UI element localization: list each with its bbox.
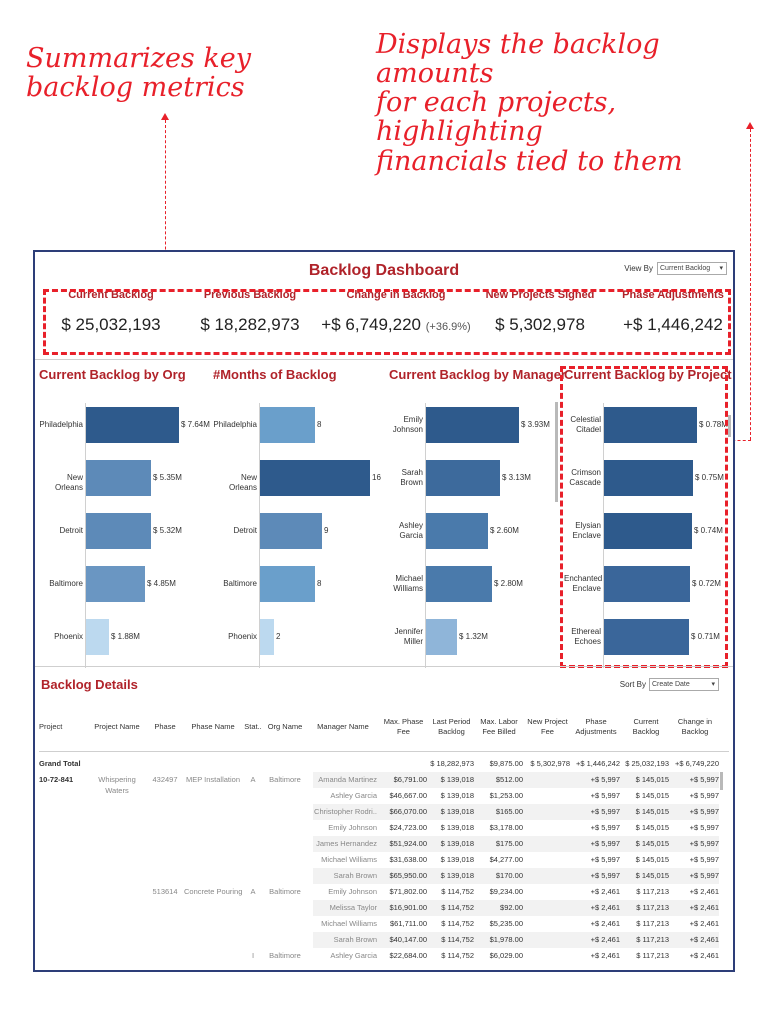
table-cell: $5,235.00 [489,919,523,928]
bar[interactable] [86,566,145,602]
table-cell: $ 145,015 [635,775,669,784]
table-cell: $512.00 [495,775,523,784]
table-cell: $ 145,015 [635,839,669,848]
column-header: Current Backlog [632,717,660,737]
table-cell: +$ 5,997 [689,871,719,880]
bar-category-label: New Orleans [54,472,83,493]
bar-category-label: Detroit [59,525,83,535]
table-cell: +$ 2,461 [590,935,620,944]
view-by-label: View By [624,264,653,273]
table-cell: $61,711.00 [390,919,427,928]
table-cell: $ 145,015 [635,823,669,832]
table-cell: Sarah Brown [333,871,377,880]
table-cell: $ 145,015 [635,807,669,816]
annotation-connector [750,129,751,440]
bar-value-label: $ 1.32M [459,632,488,641]
bar[interactable] [426,513,488,549]
table-cell: $ 139,018 [440,839,474,848]
bar-value-label: $ 0.78M [699,420,728,429]
chart-title: Current Backlog by Manager [389,367,566,382]
bar-value-label: 9 [324,526,329,535]
table-cell: +$ 2,461 [590,887,620,896]
table-cell: Ashley Garcia [330,791,377,800]
kpi-label: Previous Backlog [203,289,297,301]
bar-value-label: $ 0.74M [694,526,723,535]
sort-by-control [620,678,719,691]
table-cell: +$ 5,997 [590,855,620,864]
table-cell: $ 139,018 [440,823,474,832]
sort-by-select[interactable] [649,678,719,691]
table-cell: $24,723.00 [389,823,427,832]
annotation-line: Summarizes key [26,43,251,74]
table-cell: +$ 5,997 [689,855,719,864]
bar-category-label: Phoenix [54,631,83,641]
kpi-label: New Projects Signed [485,289,595,301]
table-cell: +$ 5,997 [689,775,719,784]
table-cell: $1,253.00 [489,791,523,800]
table-cell: $6,791.00 [393,775,427,784]
table-cell: $31,638.00 [389,855,427,864]
grand-total-value: $9,875.00 [489,759,523,768]
view-by-control [624,262,727,275]
chart-title: Current Backlog by Project [564,367,732,382]
table-cell: $ 139,018 [440,775,474,784]
annotation-line: backlog metrics [26,72,245,104]
table-cell: $ 145,015 [635,855,669,864]
bar-value-label: $ 5.32M [153,526,182,535]
chart-months-of-backlog [213,367,383,657]
bar-category-label: Enchanted Enclave [564,573,603,593]
column-header: Project [39,722,63,731]
table-cell: $ 117,213 [636,951,669,960]
bar-category-label: Michael Williams [393,573,423,593]
bar-value-label: 16 [372,473,381,482]
grand-total-value: $ 25,032,193 [625,759,669,768]
column-header: Manager Name [317,722,369,731]
bar[interactable] [426,460,500,496]
table-cell: $ 114,752 [441,919,474,928]
table-cell: $9,234.00 [489,887,523,896]
grand-total-value: $ 5,302,978 [530,759,570,768]
table-cell: Emily Johnson [328,887,377,896]
annotation-line: for each projects, highlighting [376,87,617,148]
table-cell: +$ 2,461 [590,919,620,928]
table-cell: MEP Installation [185,775,241,784]
chevron-down-icon: ▾ [711,681,715,688]
annotation-kpi-summary [26,44,251,102]
table-cell: +$ 5,997 [689,791,719,800]
table-cell: $16,901.00 [389,903,427,912]
table-scrollbar[interactable] [720,772,723,790]
table-cell: $46,667.00 [389,791,427,800]
column-header: Change in Backlog [677,717,713,737]
kpi-value: $ 18,282,973 [200,315,300,334]
table-cell: $4,277.00 [489,855,523,864]
bar-category-label: Philadelphia [213,419,257,429]
table-cell: A [250,775,256,784]
column-header: Stat.. [244,722,262,731]
chevron-down-icon: ▾ [719,265,723,272]
table-cell: $92.00 [500,903,523,912]
bar[interactable] [86,460,151,496]
arrow-up-icon [746,122,754,129]
bar-category-label: Baltimore [223,578,257,588]
bar[interactable] [86,619,109,655]
bar-category-label: Jennifer Miller [394,626,423,646]
bar-value-label: 8 [317,420,322,429]
table-cell: Baltimore [269,775,301,784]
view-by-select[interactable] [657,262,727,275]
kpi-value: $ 5,302,978 [495,315,585,334]
table-cell: $3,178.00 [489,823,523,832]
bar-value-label: $ 4.85M [147,579,176,588]
bar[interactable] [426,566,492,602]
table-cell: $ 139,018 [440,855,474,864]
bar-value-label: $ 0.75M [695,473,724,482]
table-cell: $6,029.00 [489,951,523,960]
table-cell: $ 139,018 [440,791,474,800]
table-cell: Ashley Garcia [330,951,377,960]
sort-by-label: Sort By [619,680,646,689]
bar-value-label: $ 5.35M [153,473,182,482]
table-cell: Michael Williams [321,919,377,928]
column-header: New Project Fee [527,717,568,737]
bar[interactable] [86,407,179,443]
chart-backlog-by-manager [389,367,566,657]
table-cell: $ 117,213 [636,903,669,912]
table-cell: Baltimore [269,951,301,960]
bar-value-label: $ 2.60M [490,526,519,535]
column-header: Org Name [267,722,303,731]
table-cell: Baltimore [269,887,301,896]
bar-category-label: Philadelphia [39,419,83,429]
table-cell: +$ 5,997 [590,823,620,832]
kpi-change-percent: (+36.9%) [425,321,471,333]
bar[interactable] [86,513,151,549]
table-cell: +$ 2,461 [590,951,620,960]
arrow-up-icon [161,113,169,120]
table-cell: $ 139,018 [440,807,474,816]
bar[interactable] [260,619,274,655]
table-cell: Concrete Pouring [184,887,243,896]
table-cell: $ 145,015 [635,871,669,880]
table-cell: $ 117,213 [636,935,669,944]
bar-category-label: Emily Johnson [392,414,423,434]
table-cell: +$ 2,461 [689,935,719,944]
table-cell: Sarah Brown [333,935,377,944]
bar-value-label: $ 3.13M [502,473,531,482]
table-cell: +$ 5,997 [689,823,719,832]
table-cell: +$ 2,461 [689,919,719,928]
bar-category-label: Crimson Cascade [569,467,601,487]
bar[interactable] [260,460,370,496]
table-cell: $71,802.00 [389,887,427,896]
table-cell: Melissa Taylor [329,903,377,912]
bar-value-label: 2 [276,632,281,641]
column-header: Phase Name [191,722,235,731]
chart-title: Current Backlog by Org [39,367,186,382]
kpi-label: Change in Backlog [346,289,446,301]
table-cell: $ 117,213 [636,887,669,896]
kpi-change-value: +$ 6,749,220 [321,315,422,334]
table-cell: Christopher Rodri.. [314,807,377,816]
annotation-line: financials tied to them [376,145,683,177]
bar-value-label: $ 1.88M [111,632,140,641]
table-cell: $65,950.00 [389,871,427,880]
column-header: Max. Phase Fee [383,717,424,737]
table-cell: $ 139,018 [440,871,474,880]
table-cell: $175.00 [495,839,523,848]
bar-category-label: Sarah Brown [400,467,423,487]
bar-category-label: Ashley Garcia [398,520,423,540]
bar-value-label: $ 7.64M [181,420,210,429]
chart-backlog-by-org [39,367,209,657]
table-cell: $165.00 [495,807,523,816]
table-cell: $ 145,015 [635,791,669,800]
bar-category-label: Ethereal Echoes [571,626,601,646]
column-header: Phase Adjustments [575,717,617,737]
bar[interactable] [260,566,315,602]
bar[interactable] [260,513,322,549]
column-header: Project Name [94,722,140,731]
kpi-highlight-box [43,289,731,355]
column-header: Phase [154,722,176,731]
table-cell: +$ 2,461 [590,903,620,912]
bar-value-label: $ 2.80M [494,579,523,588]
table-cell: $ 117,213 [636,919,669,928]
bar-value-label: $ 0.72M [692,579,721,588]
table-cell: $ 114,752 [441,887,474,896]
table-cell: +$ 5,997 [590,775,620,784]
table-cell: Amanda Martinez [318,775,377,784]
column-header: Last Period Backlog [432,717,471,737]
grand-total-label: Grand Total [39,759,81,768]
table-cell: 513614 [152,887,178,896]
table-cell: +$ 5,997 [590,839,620,848]
table-cell: A [250,887,256,896]
bar-category-label: Elysian Enclave [572,520,601,540]
bar-category-label: Phoenix [228,631,257,641]
kpi-label: Phase Adjustments [622,289,724,301]
annotation-line: Displays the backlog amounts [376,29,660,90]
sort-by-value: Create Date [652,681,690,688]
table-cell: +$ 2,461 [689,887,719,896]
bar[interactable] [426,619,457,655]
kpi-label: Current Backlog [68,289,154,301]
view-by-value: Current Backlog [660,265,711,272]
bar-category-label: Detroit [233,525,257,535]
kpi-value: $ 25,032,193 [61,315,161,334]
grand-total-value: $ 18,282,973 [430,759,474,768]
table-cell: $170.00 [495,871,523,880]
kpi-value: +$ 1,446,242 [623,315,723,334]
table-cell: 10-72-841 [39,775,74,784]
bar-category-label: Baltimore [49,578,83,588]
bar-category-label: Celestial Citadel [570,414,601,434]
backlog-dashboard [33,250,735,972]
project-chart-highlight-box [560,366,732,668]
bar-value-label: $ 3.93M [521,420,550,429]
divider [35,359,733,360]
grand-total-value: +$ 1,446,242 [575,759,620,768]
bar[interactable] [260,407,315,443]
divider [39,751,729,752]
details-title: Backlog Details [41,677,138,692]
annotation-project-chart [376,30,771,176]
project-chart-scrollbar[interactable] [728,415,731,437]
bar-category-label: New Orleans [228,472,257,493]
table-cell: +$ 2,461 [689,903,719,912]
table-cell: +$ 5,997 [689,839,719,848]
table-cell: $22,684.00 [389,951,427,960]
table-cell: +$ 5,997 [590,807,620,816]
divider [35,666,733,667]
dashboard-title: Backlog Dashboard [308,262,460,279]
table-cell: Whispering Waters [98,775,136,795]
table-cell: 432497 [152,775,178,784]
table-cell: +$ 5,997 [590,791,620,800]
table-cell: Emily Johnson [328,823,377,832]
table-cell: +$ 5,997 [590,871,620,880]
table-cell: $ 114,752 [441,935,474,944]
table-cell: $51,924.00 [389,839,427,848]
bar[interactable] [426,407,519,443]
grand-total-value: +$ 6,749,220 [674,759,719,768]
manager-chart-scrollbar[interactable] [555,402,558,502]
bar-value-label: $ 0.71M [691,632,720,641]
table-cell: $40,147.00 [389,935,427,944]
table-cell: $ 114,752 [441,951,474,960]
chart-title: #Months of Backlog [213,367,337,382]
table-cell: $ 114,752 [441,903,474,912]
bar-value-label: 8 [317,579,322,588]
column-header: Max. Labor Fee Billed [480,717,518,737]
table-cell: James Hernandez [316,839,377,848]
table-cell: $1,978.00 [489,935,523,944]
table-cell: +$ 2,461 [689,951,719,960]
table-cell: Michael Williams [321,855,377,864]
table-cell: I [251,951,255,960]
table-cell: $66,070.00 [389,807,427,816]
table-cell: +$ 5,997 [689,807,719,816]
